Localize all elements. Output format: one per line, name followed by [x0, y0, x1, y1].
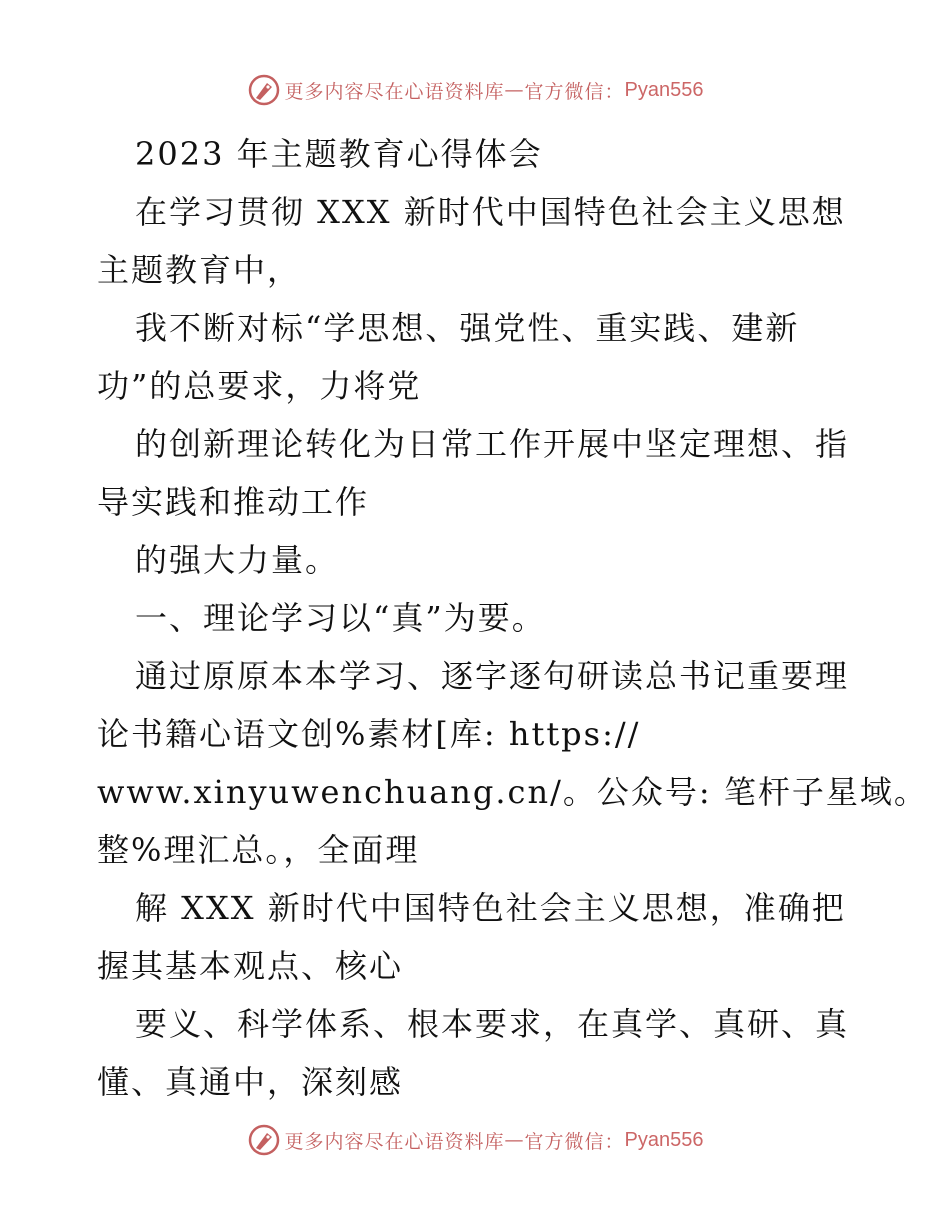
- text-line: 的强大力量。: [135, 541, 340, 579]
- watermark-id: Pyan556: [624, 1128, 704, 1151]
- watermark-label: 官方微信：: [524, 1130, 625, 1153]
- watermark-separator: —: [504, 1129, 525, 1151]
- text-line: 主题教育中，: [97, 251, 302, 289]
- watermark-id: Pyan556: [624, 78, 704, 101]
- text-line: 整%理汇总。，全面理: [97, 831, 420, 869]
- text-line: 在学习贯彻 XXX 新时代中国特色社会主义思想: [135, 193, 846, 231]
- watermark-label: 官方微信：: [524, 80, 625, 103]
- text-line: 要义、科学体系、根本要求，在真学、真研、真: [135, 1005, 850, 1043]
- text-line: 的创新理论转化为日常工作开展中坚定理想、指: [135, 425, 850, 463]
- pen-nib-logo-icon: [247, 73, 281, 107]
- text-line: 导实践和推动工作: [97, 483, 370, 521]
- watermark-separator: —: [504, 79, 525, 101]
- watermark-text: 更多内容尽在心语资料库: [284, 1130, 505, 1153]
- text-line: www.xinyuwenchuang.cn/。公众号: 笔杆子星域。: [97, 773, 928, 811]
- text-line: 一、理论学习以“真”为要。: [135, 599, 546, 637]
- footer-watermark: [0, 1120, 950, 1160]
- text-line: 解 XXX 新时代中国特色社会主义思想，准确把: [135, 889, 846, 927]
- text-line: 论书籍心语文创%素材[库: https://: [97, 715, 641, 753]
- header-watermark: [0, 70, 950, 110]
- text-line: 2023 年主题教育心得体会: [135, 135, 543, 173]
- text-line: 握其基本观点、核心: [97, 947, 404, 985]
- text-line: 懂、真通中，深刻感: [97, 1063, 404, 1101]
- document-body: [97, 125, 928, 1111]
- text-line: 功”的总要求，力将党: [97, 367, 422, 405]
- text-line: 我不断对标“学思想、强党性、重实践、建新: [135, 309, 800, 347]
- text-line: 通过原原本本学习、逐字逐句研读总书记重要理: [135, 657, 850, 695]
- pen-nib-logo-icon: [247, 1123, 281, 1157]
- watermark-text: 更多内容尽在心语资料库: [284, 80, 505, 103]
